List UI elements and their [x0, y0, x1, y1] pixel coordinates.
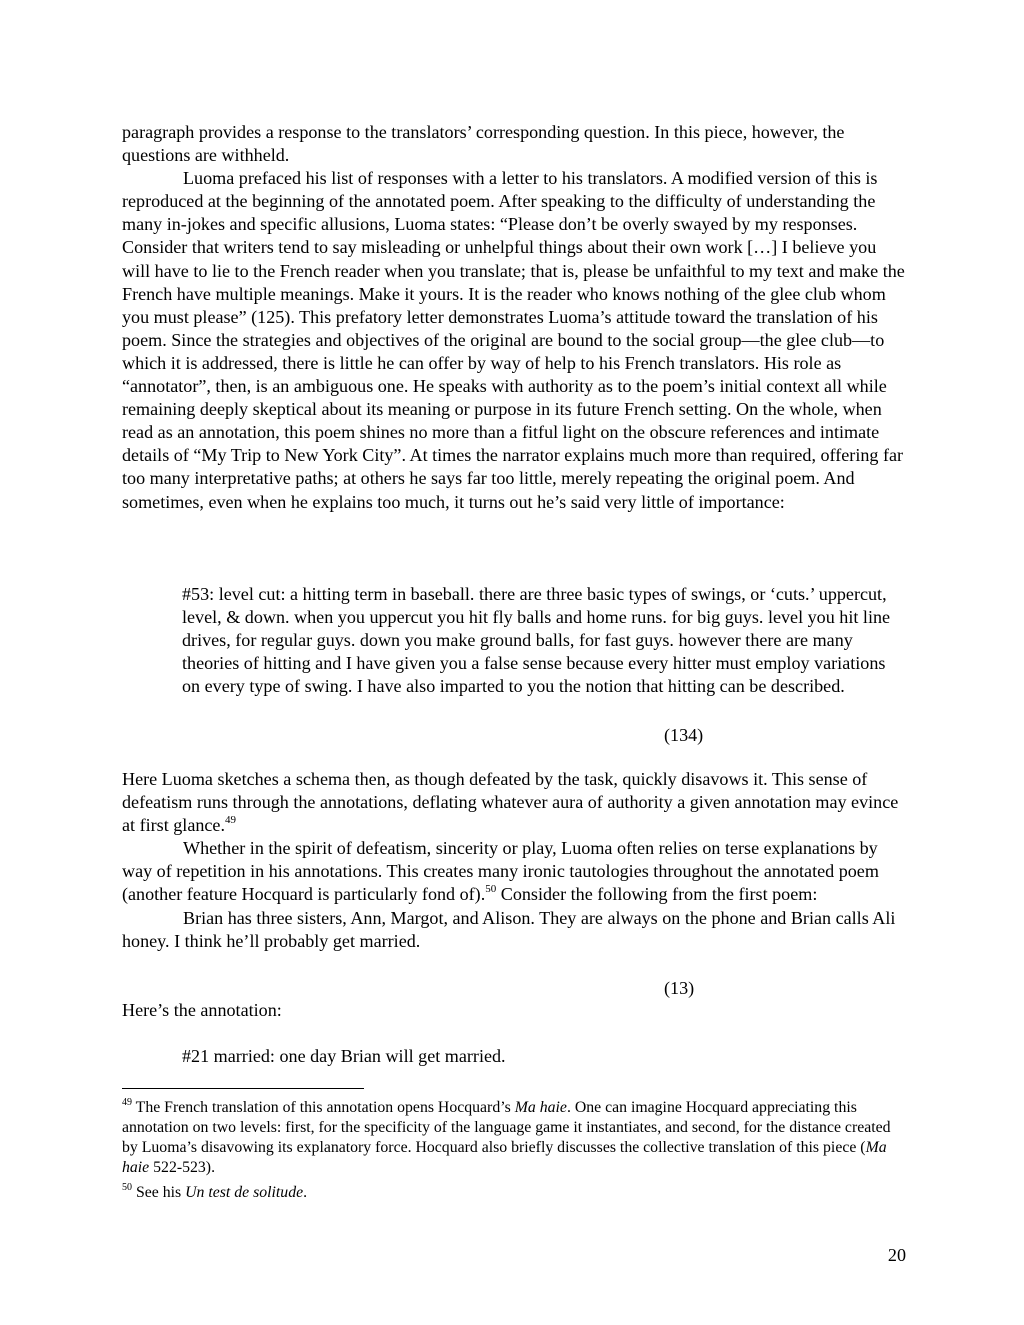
- footnote-ref-49: 49: [225, 814, 236, 827]
- footnote-ref-50: 50: [485, 883, 497, 896]
- body-paragraph-2: [122, 768, 907, 953]
- quote-brian-sisters: Brian has three sisters, Ann, Margot, and Alison. They are always on the phone and Brian calls Ali honey. I think he’ll probably get married.: [122, 907, 896, 951]
- footnote-50: $^{50}$ See his Un test de solitude.: [122, 1182, 308, 1201]
- footnote-number-49: 49: [122, 1097, 132, 1108]
- block-quote-married: #21 married: one day Brian will get married.: [182, 1046, 506, 1066]
- paragraph-continuation: paragraph provides a response to the translators’ corresponding question. In this piece, however, the questions are withheld.: [122, 122, 845, 166]
- block-quote-level-cut: #53: level cut: a hitting term in baseball. there are three basic types of swings, or ‘cuts.’ uppercut, level, & down. when you uppercut you hit fly balls and home runs. for big guys. level you hit line drives, for regular guys. down you make ground balls, for fast guys. however there are many theories of hitting and I have given you a false sense because every hitter must employ variations on every type of swing. I have also imparted to you the notion that hitting can be described.: [182, 584, 891, 697]
- paragraph-defeatism: Here Luoma sketches a schema then, as though defeated by the task, quickly disavows it. This sense of defeatism runs through the annotations, deflating whatever aura of authority a given annotation may evince at first glance.$^{49}$: [122, 769, 899, 836]
- paragraph-annotation-intro: Here’s the annotation:: [122, 1000, 282, 1020]
- footnote-separator: [122, 1088, 364, 1089]
- body-paragraph-1: [122, 121, 907, 514]
- footnote-number-50: 50: [122, 1182, 132, 1193]
- citation-13: (13): [664, 978, 695, 998]
- paragraph-luoma-letter: Luoma prefaced his list of responses with a letter to his translators. A modified version of this is reproduced at the beginning of the annotated poem. After speaking to the difficulty of understanding the many in-jokes and specific allusions, Luoma states: “Please don’t be overly swayed by my responses. Consider that writers tend to say misleading or unhelpful things about their own work […] I believe you will have to lie to the French reader when you translate; that is, please be unfaithful to my text and make the French have multiple meanings. Make it yours. It is the reader who knows nothing of the glee club whom you must please” (125). This prefatory letter demonstrates Luoma’s attitude toward the translation of his poem. Since the strategies and objectives of the original are bound to the social group—the glee club—to which it is addressed, there is little he can offer by way of help to his French translators. His role as “annotator”, then, is an ambiguous one. He speaks with authority as to the poem’s initial context all while remaining deeply skeptical about its meaning or purpose in its future French setting. On the whole, when read as an annotation, this poem shines no more than a fitful light on the obscure references and intimate details of “My Trip to New York City”. At times the narrator explains much more than required, offering far too many interpretative paths; at others he says far too little, merely repeating the original poem. And sometimes, even when he explains too much, it turns out he’s said very little of importance:: [122, 168, 905, 512]
- title-un-test-de-solitude: Un test de solitude: [185, 1184, 304, 1201]
- footnote-49: $^{49}$ The French translation of this annotation opens Hocquard’s Ma haie. One can imagine Hocquard appreciating this annotation on two levels: first, for the specificity of the language game it instantiates, and second, for the distance created by Luoma’s disavowing its explanatory force. Hocquard also briefly discusses the collective translation of this piece (Ma haie 522-523).: [122, 1097, 891, 1176]
- paragraph-tautologies: Whether in the spirit of defeatism, sincerity or play, Luoma often relies on terse explanations by way of repetition in his annotations. This creates many ironic tautologies throughout the annotated poem (another feature Hocquard is particularly fond of).$^{50}$ Consider the following from the first poem:: [122, 838, 879, 905]
- title-ma-haie-2: Ma haie: [122, 1139, 887, 1176]
- page-number: 20: [887, 1245, 906, 1265]
- title-ma-haie: Ma haie: [514, 1099, 567, 1116]
- citation-134: (134): [664, 725, 704, 745]
